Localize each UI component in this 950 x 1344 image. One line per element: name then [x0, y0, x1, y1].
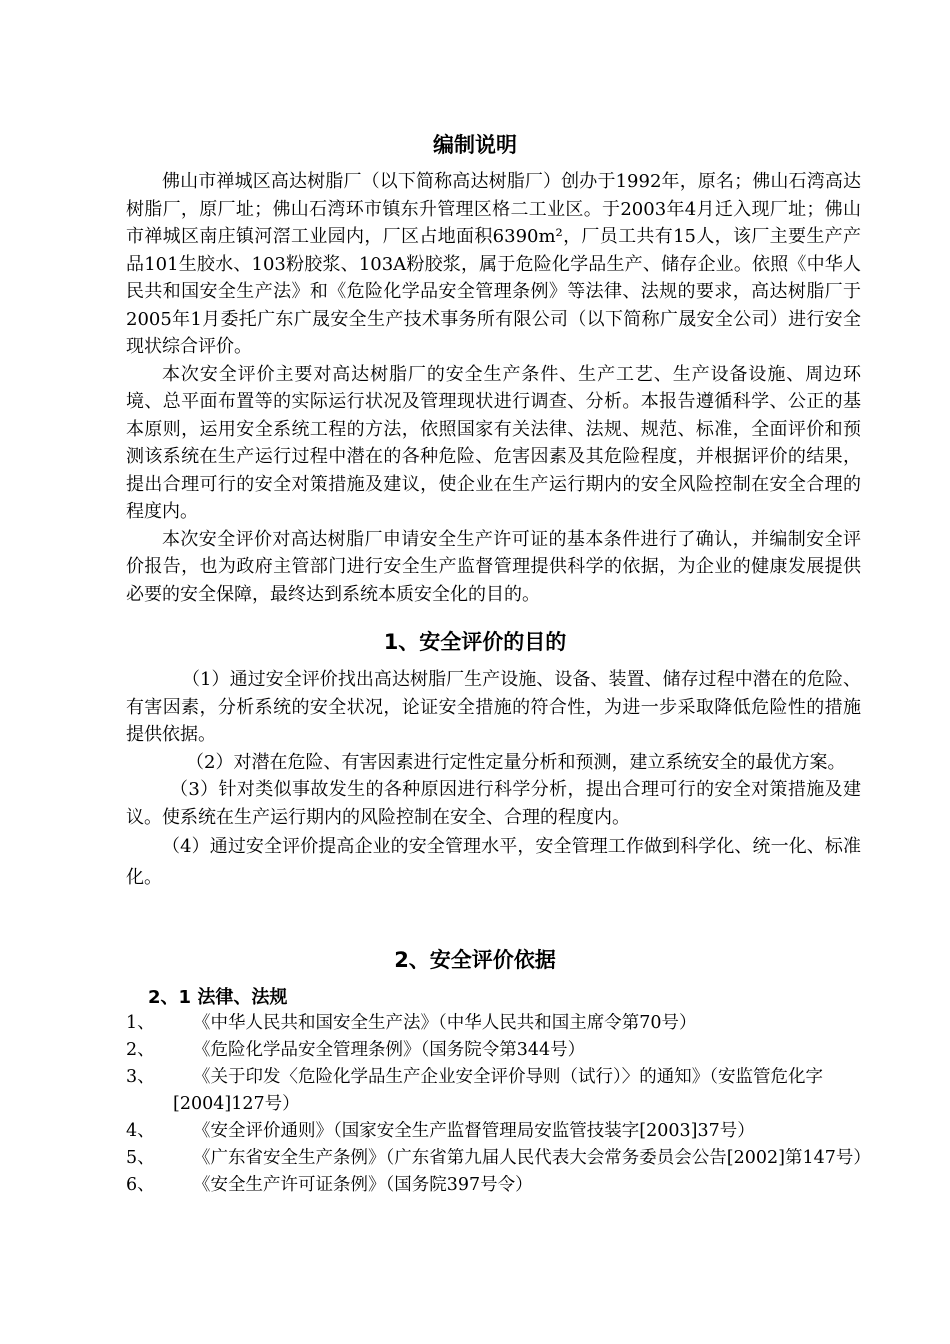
law-text: 《安全生产许可证条例》（国务院397号令） [193, 1175, 533, 1195]
law-number: 5、 [126, 1148, 155, 1168]
intro-paragraph-2: 本次安全评价主要对高达树脂厂的安全生产条件、生产工艺、生产设备设施、周边环境、总平面布置等的实际运行状况及管理现状进行调查、分析。本报告遵循科学、公正的基本原则，运用安全系统工程的方法，依照国家有关法律、法规、规范、标准，全面评价和预测该系统在生产运行过程中潜在的各种危险、危害因素及其危险程度，并根据评价的结果，提出合理可行的安全对策措施及建议，使企业在生产运行期内的安全风险控制在安全合理的程度内。 [126, 363, 861, 522]
law-text: 《危险化学品安全管理条例》（国务院令第344号） [193, 1040, 586, 1060]
section-1-body [126, 666, 861, 893]
law-number: 1、 [126, 1013, 155, 1033]
intro-paragraph-1: 佛山市禅城区高达树脂厂（以下简称高达树脂厂）创办于1992年，原名；佛山石湾高达树脂厂，原厂址；佛山石湾环市镇东升管理区格二工业区。于2003年4月迁入现厂址；佛山市禅城区南庄镇河滘工业园内，厂区占地面积6390m²，厂员工共有15人，该厂主要生产产品101生胶水、103粉胶浆、103A粉胶浆，属于危险化学品生产、储存企业。依照《中华人民共和国安全生产法》和《危险化学品安全管理条例》等法律、法规的要求，高达树脂厂于2005年1月委托广东广晟安全生产技术事务所有限公司（以下简称广晟安全公司）进行安全现状综合评价。 [126, 171, 861, 357]
intro-section [126, 168, 861, 608]
purpose-item-2: （2）对潜在危险、有害因素进行定性定量分析和预测，建立系统安全的最优方案。 [186, 751, 846, 773]
law-text: 《广东省安全生产条例》（广东省第九届人民代表大会常务委员会公告[2002]第147号） [193, 1148, 871, 1168]
page-title: 编制说明 [433, 133, 517, 157]
purpose-item-3: （3）针对类似事故发生的各种原因进行科学分析，提出合理可行的安全对策措施及建议。使系统在生产运行期内的风险控制在安全、合理的程度内。 [126, 779, 861, 828]
law-number: 4、 [126, 1121, 155, 1141]
law-item [126, 1145, 871, 1172]
law-list [126, 1010, 871, 1199]
purpose-item-4: （4）通过安全评价提高企业的安全管理水平，安全管理工作做到科学化、统一化、标准化。 [126, 836, 861, 888]
section-1-heading: 1、安全评价的目的 [383, 630, 567, 654]
subsection-2-1-heading: 2、1 法律、法规 [148, 987, 288, 1008]
section-2-heading: 2、安全评价依据 [394, 948, 556, 972]
law-item [126, 1037, 866, 1064]
law-item [126, 1172, 866, 1199]
law-item [126, 1118, 866, 1145]
law-number: 2、 [126, 1040, 155, 1060]
law-item [126, 1064, 866, 1118]
purpose-item-1: （1）通过安全评价找出高达树脂厂生产设施、设备、装置、储存过程中潜在的危险、有害因素，分析系统的安全状况，论证安全措施的符合性，为进一步采取降低危险性的措施提供依据。 [126, 669, 861, 745]
law-text: 《关于印发〈危险化学品生产企业安全评价导则（试行）〉的通知》（安监管危化字[2004]127号） [173, 1067, 823, 1114]
law-item [126, 1010, 866, 1037]
law-number: 6、 [126, 1175, 155, 1195]
intro-paragraph-3: 本次安全评价对高达树脂厂申请安全生产许可证的基本条件进行了确认，并编制安全评价报告，也为政府主管部门进行安全生产监督管理提供科学的依据，为企业的健康发展提供必要的安全保障，最终达到系统本质安全化的目的。 [126, 528, 861, 605]
law-number: 3、 [126, 1067, 155, 1087]
law-text: 《中华人民共和国安全生产法》（中华人民共和国主席令第70号） [193, 1013, 697, 1033]
law-text: 《安全评价通则》（国家安全生产监督管理局安监管技装字[2003]37号） [193, 1121, 755, 1141]
